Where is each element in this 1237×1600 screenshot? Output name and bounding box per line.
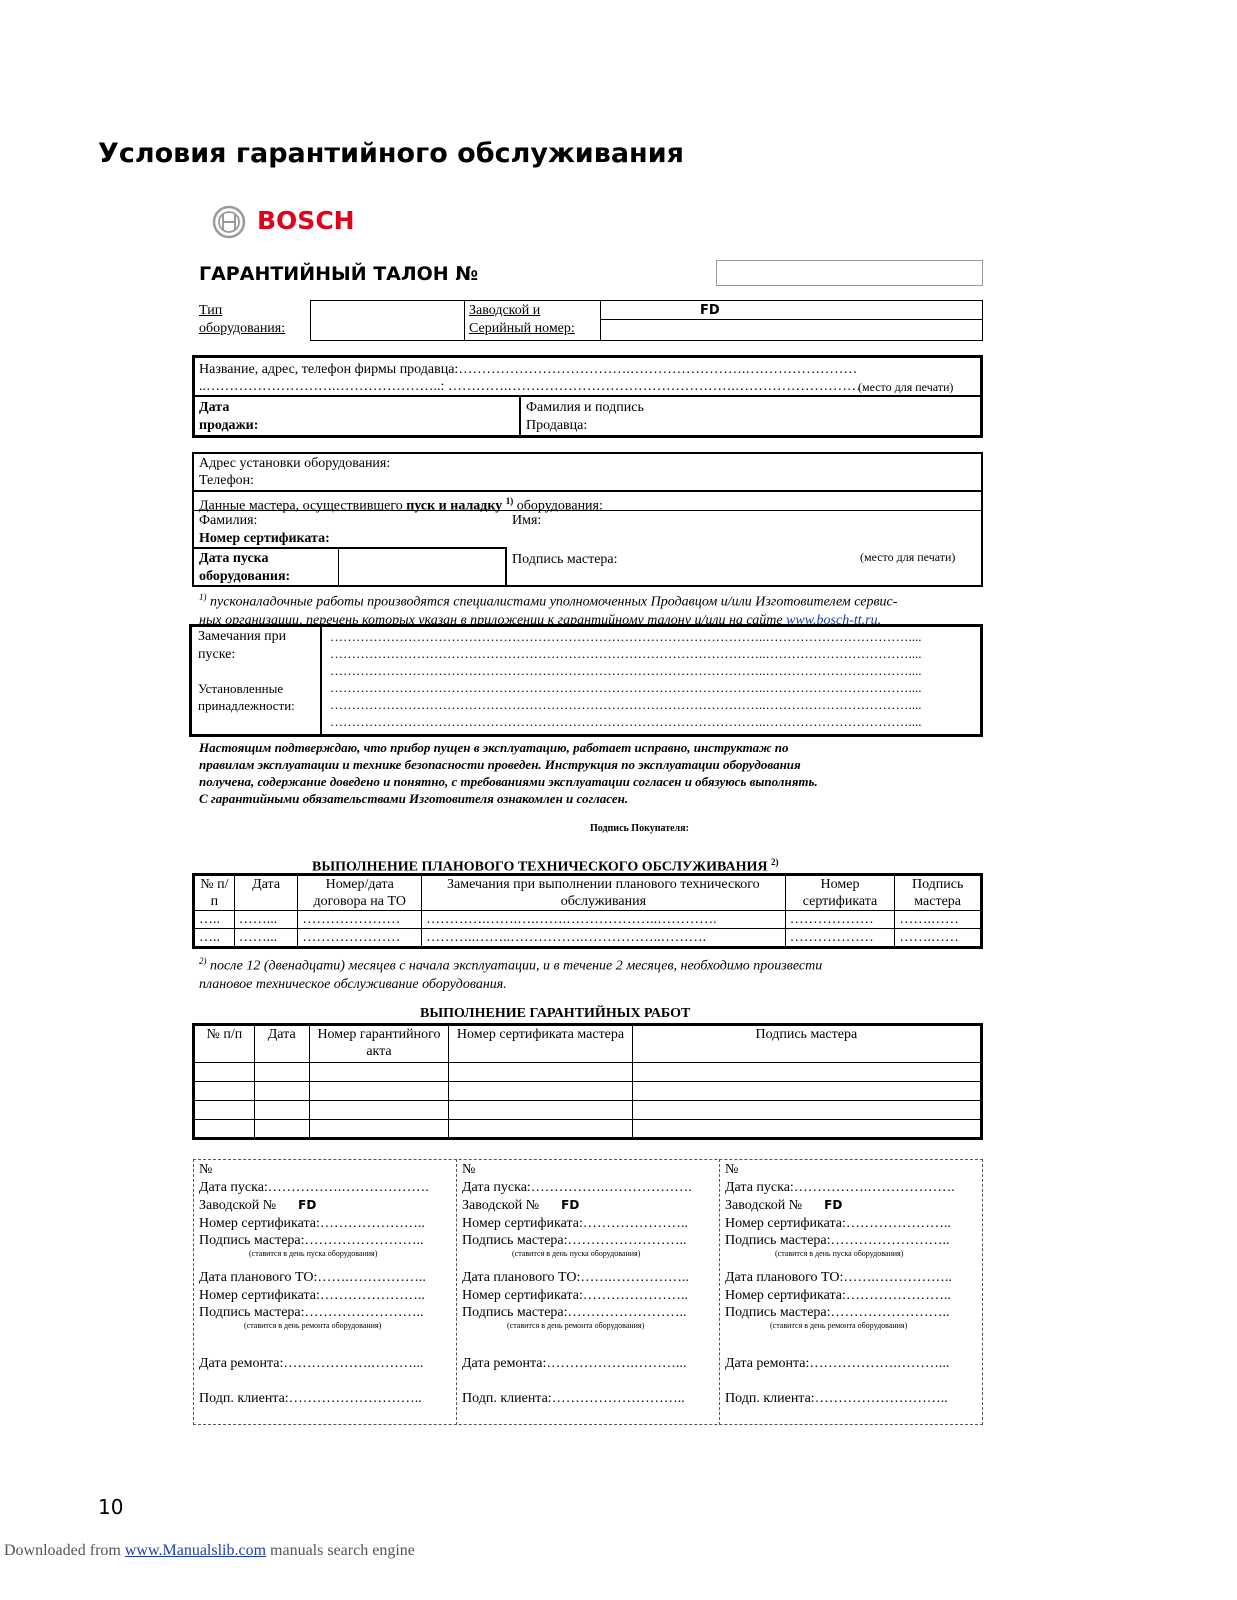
table-cell[interactable]	[632, 1120, 981, 1139]
coupon-3[interactable]: № Дата пуска:…………….………………. Заводской № FD Номер сертификата:………………….. Подпись мастера:…………………….. (ставится в день пуска оборудования) Дата планового ТО:…….…………….. Номер сертификата:………………….. Подпись мастера:…………………….. (ставится в день ремонта оборудования) Дата ремонта:……………….………... Подп. клиента:………………………..	[725, 1162, 955, 1406]
page-number: 10	[98, 1495, 124, 1519]
coupon-1[interactable]: № Дата пуска:…………….………………. Заводской № FD Номер сертификата:………………….. Подпись мастера:…………………….. (ставится в день пуска оборудования) Дата планового ТО:…….…………….. Номер сертификата:………………….. Подпись мастера:…………………….. (ставится в день ремонта оборудования) Дата ремонта:……………….………... Подп. клиента:………………………..	[199, 1162, 429, 1406]
maintenance-col-contract: Номер/дата договора на ТО	[298, 875, 422, 911]
equipment-type-field[interactable]	[310, 300, 465, 341]
table-cell[interactable]: ……...	[234, 911, 298, 929]
table-cell[interactable]	[449, 1082, 632, 1101]
accessories-label: Установленные принадлежности:	[198, 681, 295, 713]
table-cell[interactable]	[309, 1063, 449, 1082]
serial-number-label: Заводской и Серийный номер:	[469, 303, 575, 336]
master-signature-label: Подпись мастера:	[512, 552, 618, 567]
table-cell[interactable]	[309, 1101, 449, 1120]
remarks-label: Замечания при пуске:	[198, 629, 287, 662]
footnote-2: $^{2)}$ после 12 (двенадцати) месяцев с начала эксплуатации, и в течение 2 месяцев, необходимо произвести плановое техническое обслуживание оборудования.	[199, 956, 823, 992]
bosch-website-link[interactable]: www.bosch-tt.ru	[786, 612, 878, 628]
table-cell[interactable]	[632, 1082, 981, 1101]
remarks-lines[interactable]: ………………………………………………………………………………………..…………………………….... ………………………………………………………………………………………..…………………………….... ………………………………………………………………………………………..…………………………….... ………………………………………………………………………………………..…………………………….... ………………………………………………………………………………………..…………………………….... ………………………………………………………………………………………..……………………………....	[330, 629, 922, 729]
table-cell[interactable]	[632, 1101, 981, 1120]
warranty-card-title: ГАРАНТИЙНЫЙ ТАЛОН №	[199, 263, 479, 285]
warranty-col-no: № п/п	[194, 1025, 255, 1063]
table-row[interactable]	[194, 1101, 982, 1120]
table-cell[interactable]: ………………	[785, 929, 895, 948]
sale-date-label: Дата продажи:	[199, 400, 259, 433]
table-cell[interactable]	[194, 1120, 255, 1139]
bosch-armature-icon	[212, 205, 246, 239]
seller-signature-label: Фамилия и подпись Продавца:	[526, 400, 644, 433]
table-cell[interactable]	[254, 1063, 309, 1082]
equipment-type-label: Тип оборудования:	[199, 303, 286, 336]
bosch-logo	[212, 204, 362, 240]
serial-prefix: FD	[700, 303, 720, 318]
warranty-col-sign: Подпись мастера	[632, 1025, 981, 1063]
table-cell[interactable]	[449, 1101, 632, 1120]
table-cell[interactable]: …….……	[895, 911, 982, 929]
table-cell[interactable]	[449, 1120, 632, 1139]
install-address-label: Адрес установки оборудования:	[199, 456, 391, 471]
install-phone-label: Телефон:	[199, 473, 255, 488]
maintenance-title: ВЫПОЛНЕНИЕ ПЛАНОВОГО ТЕХНИЧЕСКОГО ОБСЛУЖИВАНИЯ $^{2)}$	[312, 857, 779, 875]
table-cell[interactable]: …………………	[298, 929, 422, 948]
confirmation-text: Настоящим подтверждаю, что прибор пущен в эксплуатацию, работает исправно, инструктаж по правилам эксплуатации и технике безопасности проведен. Инструкция по эксплуатации оборудования получена, содержание доведено и понятно, с требованиями эксплуатации согласен и обязуюсь выполнять. С гарантийными обязательствами Изготовителя ознакомлен и согласен.	[199, 740, 818, 806]
table-row[interactable]	[194, 1120, 982, 1139]
coupon-2[interactable]: № Дата пуска:…………….………………. Заводской № FD Номер сертификата:………………….. Подпись мастера:…………………….. (ставится в день пуска оборудования) Дата планового ТО:…….…………….. Номер сертификата:………………….. Подпись мастера:…………………….. (ставится в день ремонта оборудования) Дата ремонта:……………….………... Подп. клиента:………………………..	[462, 1162, 692, 1406]
start-date-label: Дата пуска оборудования:	[199, 551, 291, 584]
maintenance-col-sign: Подпись мастера	[895, 875, 982, 911]
table-cell[interactable]: …………………	[298, 911, 422, 929]
maintenance-table	[192, 873, 983, 949]
page-title: Условия гарантийного обслуживания	[98, 138, 684, 169]
seller-info-line2: ..……………………….…………………..: ………….………………………………………….………………………	[199, 379, 861, 394]
table-cell[interactable]: …..	[194, 929, 235, 948]
warranty-col-date: Дата	[254, 1025, 309, 1063]
table-cell[interactable]: …..	[194, 911, 235, 929]
master-surname-label: Фамилия:	[199, 513, 258, 528]
install-stamp-note: (место для печати)	[860, 550, 956, 564]
brand-name: BOSCH	[257, 206, 355, 235]
table-cell[interactable]	[194, 1082, 255, 1101]
seller-stamp-note: (место для печати)	[858, 380, 954, 394]
seller-info-line1: Название, адрес, телефон фирмы продавца:……………………………….…………………….……………………	[199, 362, 858, 377]
table-row[interactable]	[194, 1063, 982, 1082]
manualslib-link[interactable]: www.Manualslib.com	[124, 1542, 267, 1559]
table-row[interactable]	[194, 929, 982, 948]
maintenance-col-date: Дата	[234, 875, 298, 911]
card-number-field[interactable]	[716, 260, 983, 286]
table-cell[interactable]	[254, 1120, 309, 1139]
table-cell[interactable]: ……...	[234, 929, 298, 948]
table-cell[interactable]: ………….…….….…….………………..………….	[422, 911, 786, 929]
warranty-works-table	[192, 1023, 983, 1140]
warranty-col-cert: Номер сертификата мастера	[449, 1025, 632, 1063]
table-cell[interactable]	[449, 1063, 632, 1082]
maintenance-col-cert: Номер сертификата	[785, 875, 895, 911]
table-row[interactable]	[194, 1082, 982, 1101]
warranty-col-act: Номер гарантийного акта	[309, 1025, 449, 1063]
maintenance-col-remarks: Замечания при выполнении планового технического обслуживания	[422, 875, 786, 911]
buyer-signature-label: Подпись Покупателя:	[590, 823, 689, 834]
table-cell[interactable]	[309, 1082, 449, 1101]
footnote-1: $^{1)}$ пусконаладочные работы производятся специалистами уполномоченных Продавцом и/или Изготовителем сервис- ных организации, перечень которых указан в приложении к гарантийному талону и/или на сайте www.bosch-tt.ru.	[199, 592, 898, 628]
table-cell[interactable]	[254, 1082, 309, 1101]
table-cell[interactable]	[632, 1063, 981, 1082]
table-cell[interactable]: …….……	[895, 929, 982, 948]
warranty-works-header-row	[194, 1025, 982, 1063]
table-cell[interactable]: ………………	[785, 911, 895, 929]
table-cell[interactable]: ………..……..…………….……………..……….	[422, 929, 786, 948]
master-cert-label: Номер сертификата:	[199, 531, 330, 546]
table-row[interactable]	[194, 911, 982, 929]
maintenance-header-row	[194, 875, 982, 911]
download-footer: Downloaded from www.Manualslib.com manuals search engine	[4, 1542, 415, 1559]
table-cell[interactable]	[254, 1101, 309, 1120]
table-cell[interactable]	[309, 1120, 449, 1139]
master-name-label: Имя:	[512, 513, 542, 528]
master-data-label: Данные мастера, осуществившего пуск и наладку $^{1)}$ оборудования:	[199, 496, 603, 514]
table-cell[interactable]	[194, 1101, 255, 1120]
serial-number-field[interactable]	[602, 320, 980, 339]
maintenance-col-no: № п/п	[194, 875, 235, 911]
table-cell[interactable]	[194, 1063, 255, 1082]
warranty-works-title: ВЫПОЛНЕНИЕ ГАРАНТИЙНЫХ РАБОТ	[420, 1006, 691, 1021]
